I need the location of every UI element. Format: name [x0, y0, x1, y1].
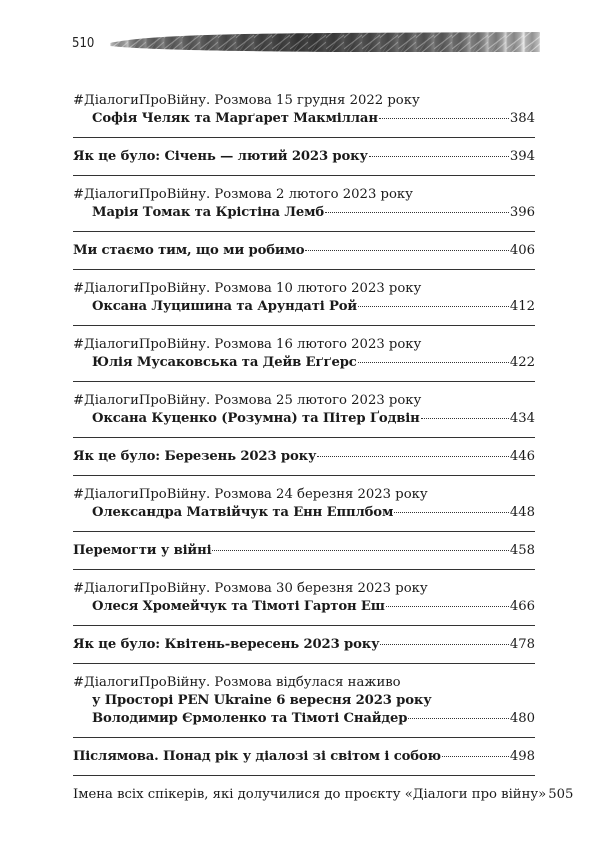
- toc-entry-dialog-feb2[interactable]: [73, 186, 535, 222]
- toc-page-number: 384: [509, 111, 535, 126]
- toc-entry-dialog-live[interactable]: [73, 674, 535, 728]
- toc-entry-dialog-feb16[interactable]: [73, 336, 535, 372]
- divider: [73, 663, 535, 664]
- divider: [73, 269, 535, 270]
- toc-page-number: 446: [509, 449, 535, 464]
- toc-entry-apr-sep[interactable]: [73, 636, 535, 654]
- toc-entry-intro: #ДіалогиПроВійну. Розмова 15 грудня 2022 року: [73, 93, 420, 108]
- toc-entry-jan-feb[interactable]: [73, 148, 535, 166]
- divider: [73, 625, 535, 626]
- toc-entry-dialog-dec15[interactable]: [73, 92, 535, 128]
- toc-entry-subline: у Просторі PEN Ukraine 6 вересня 2023 року: [92, 693, 432, 708]
- divider: [73, 569, 535, 570]
- toc-entry-win-war[interactable]: [73, 542, 535, 560]
- dot-leader: [358, 361, 509, 363]
- toc-page-number: 448: [509, 505, 535, 520]
- dot-leader: [305, 249, 508, 251]
- dot-leader: [358, 305, 509, 307]
- dot-leader: [394, 511, 509, 513]
- toc-entry-title: Оксана Луцишина та Арундаті Рой: [92, 299, 358, 314]
- toc-entry-speakers[interactable]: [73, 786, 574, 804]
- toc-entry-march[interactable]: [73, 448, 535, 466]
- toc-entry-afterword[interactable]: [73, 748, 535, 766]
- dot-leader: [386, 605, 509, 607]
- dot-leader: [379, 117, 509, 119]
- toc-entry-intro: #ДіалогиПроВійну. Розмова 10 лютого 2023 року: [73, 281, 422, 296]
- toc-page-number: 480: [509, 711, 535, 726]
- dot-leader: [325, 211, 509, 213]
- toc-page-number: 422: [509, 355, 535, 370]
- toc-entry-dialog-feb25[interactable]: [73, 392, 535, 428]
- dot-leader: [442, 755, 509, 757]
- toc-page-number: 466: [509, 599, 535, 614]
- toc-entry-title: Оксана Куценко (Розумна) та Пітер Ґодвін: [92, 411, 420, 426]
- divider: [73, 325, 535, 326]
- toc-entry-intro: #ДіалогиПроВійну. Розмова 25 лютого 2023 року: [73, 393, 422, 408]
- toc-entry-title: Олександра Матвійчук та Енн Епплбом: [92, 505, 394, 520]
- page-number: 510: [72, 36, 95, 51]
- toc-entry-dialog-feb10[interactable]: [73, 280, 535, 316]
- divider: [73, 775, 535, 776]
- toc-entry-title: Юлія Мусаковська та Дейв Еґґерс: [92, 355, 357, 370]
- dot-leader: [408, 717, 508, 719]
- toc-entry-intro: #ДіалогиПроВійну. Розмова відбулася наживо: [73, 675, 401, 690]
- toc-entry-intro: #ДіалогиПроВійну. Розмова 24 березня 2023 року: [73, 487, 428, 502]
- divider: [73, 231, 535, 232]
- dot-leader: [317, 455, 509, 457]
- toc-page-number: 478: [509, 637, 535, 652]
- toc-entry-title: Ми стаємо тим, що ми робимо: [73, 243, 305, 258]
- toc-entry-we-become[interactable]: [73, 242, 535, 260]
- toc-entry-title: Володимир Єрмоленко та Тімоті Снайдер: [92, 711, 408, 726]
- toc-entry-title: Як це було: Квітень-вересень 2023 року: [73, 637, 380, 652]
- divider: [73, 475, 535, 476]
- toc-page-number: 406: [509, 243, 535, 258]
- toc-entry-title: Марія Томак та Крістіна Лемб: [92, 205, 325, 220]
- toc-entry-dialog-mar30[interactable]: [73, 580, 535, 616]
- divider: [73, 175, 535, 176]
- toc-entry-title: Післямова. Понад рік у діалозі зі світом і собою: [73, 749, 441, 764]
- toc-page-number: 458: [509, 543, 535, 558]
- dot-leader: [369, 155, 509, 157]
- toc-entry-title: Імена всіх спікерів, які долучилися до проєкту «Діалоги про війну»: [73, 787, 547, 802]
- toc-entry-intro: #ДіалогиПроВійну. Розмова 30 березня 2023 року: [73, 581, 428, 596]
- toc-entry-title: Перемогти у війні: [73, 543, 212, 558]
- toc-entry-title: Як це було: Січень — лютий 2023 року: [73, 149, 368, 164]
- toc-entry-title: Як це було: Березень 2023 року: [73, 449, 317, 464]
- toc-entry-title: Олеся Хромейчук та Тімоті Гартон Еш: [92, 599, 385, 614]
- toc-page-number: 498: [509, 749, 535, 764]
- divider: [73, 437, 535, 438]
- dot-leader: [212, 549, 508, 551]
- toc-page-number: 505: [548, 787, 574, 802]
- toc-entry-intro: #ДіалогиПроВійну. Розмова 16 лютого 2023 року: [73, 337, 422, 352]
- dot-leader: [421, 417, 509, 419]
- toc-entry-title: Софія Челяк та Марґарет Макміллан: [92, 111, 378, 126]
- toc-page-number: 396: [509, 205, 535, 220]
- divider: [73, 137, 535, 138]
- divider: [73, 737, 535, 738]
- toc-page-number: 434: [509, 411, 535, 426]
- divider: [73, 531, 535, 532]
- dot-leader: [380, 643, 508, 645]
- header-texture-band: [110, 31, 540, 53]
- toc-entry-dialog-mar24[interactable]: [73, 486, 535, 522]
- table-of-contents: [73, 92, 574, 804]
- toc-entry-intro: #ДіалогиПроВійну. Розмова 2 лютого 2023 року: [73, 187, 413, 202]
- divider: [73, 381, 535, 382]
- toc-page-number: 394: [509, 149, 535, 164]
- toc-page-number: 412: [509, 299, 535, 314]
